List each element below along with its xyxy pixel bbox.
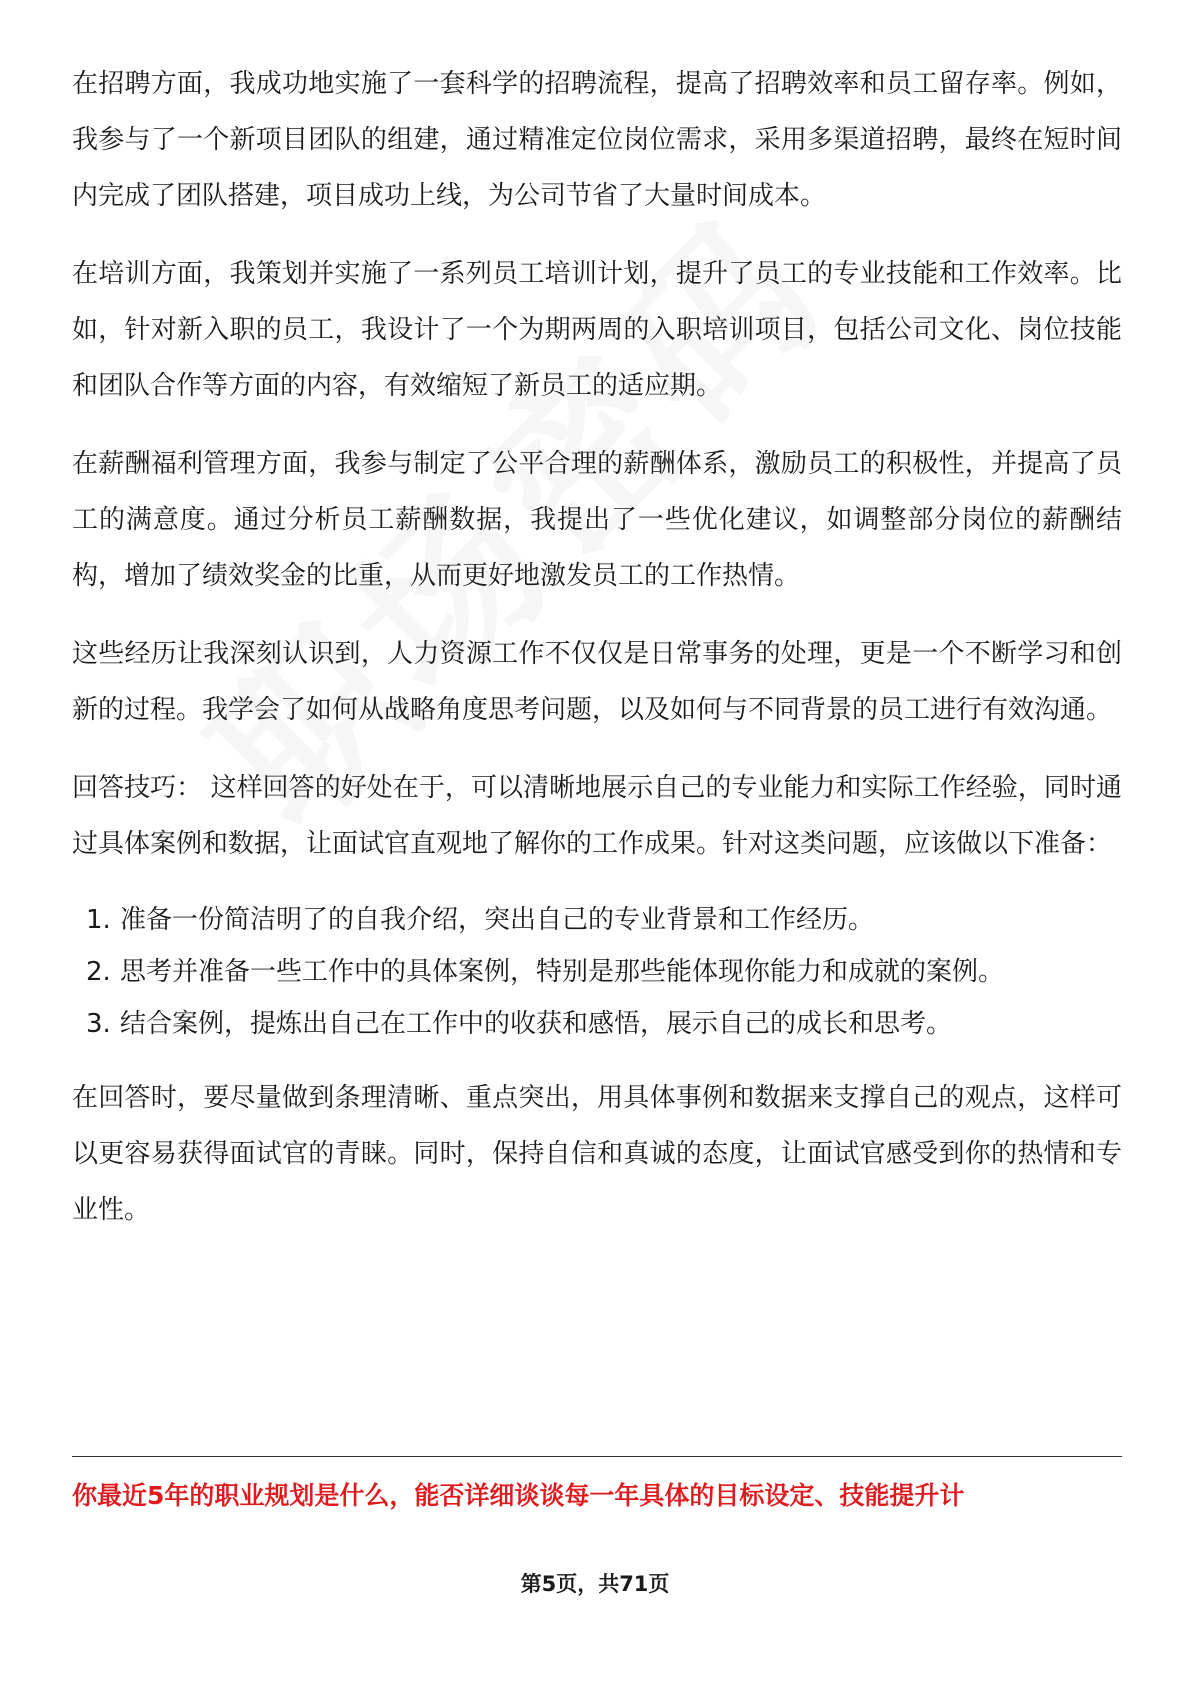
list-text: 结合案例，提炼出自己在工作中的收获和感悟，展示自己的成长和思考。 xyxy=(120,1009,953,1039)
list-item xyxy=(72,894,1122,946)
document-body xyxy=(72,56,1122,1260)
list-text: 准备一份简洁明了的自我介绍，突出自己的专业背景和工作经历。 xyxy=(120,905,875,935)
paragraph-reflection: 这些经历让我深刻认识到，人力资源工作不仅仅是日常事务的处理，更是一个不断学习和创新的过程。我学会了如何从战略角度思考问题，以及如何与不同背景的员工进行有效沟通。 xyxy=(72,639,1122,725)
preparation-list xyxy=(72,894,1122,1050)
paragraph-closing: 在回答时，要尽量做到条理清晰、重点突出，用具体事例和数据来支撑自己的观点，这样可以更容易获得面试官的青睐。同时，保持自信和真诚的态度，让面试官感受到你的热情和专业性。 xyxy=(72,1083,1122,1225)
page-footer: 第5页，共71页 xyxy=(520,1572,670,1596)
paragraph-training: 在培训方面，我策划并实施了一系列员工培训计划，提升了员工的专业技能和工作效率。比如，针对新入职的员工，我设计了一个为期两周的入职培训项目，包括公司文化、岗位技能和团队合作等方面的内容，有效缩短了新员工的适应期。 xyxy=(72,259,1122,401)
list-number: 2. xyxy=(86,957,111,987)
list-item xyxy=(72,998,1122,1050)
paragraph-answer-tips: 回答技巧： 这样回答的好处在于，可以清晰地展示自己的专业能力和实际工作经验，同时通过具体案例和数据，让面试官直观地了解你的工作成果。针对这类问题，应该做以下准备： xyxy=(72,773,1122,859)
paragraph-compensation: 在薪酬福利管理方面，我参与制定了公平合理的薪酬体系，激励员工的积极性，并提高了员工的满意度。通过分析员工薪酬数据，我提出了一些优化建议，如调整部分岗位的薪酬结构，增加了绩效奖金的比重，从而更好地激发员工的工作热情。 xyxy=(72,449,1122,591)
next-question-heading: 你最近5年的职业规划是什么，能否详细谈谈每一年具体的目标设定、技能提升计 xyxy=(72,1481,965,1510)
list-item xyxy=(72,946,1122,998)
paragraph-recruitment: 在招聘方面，我成功地实施了一套科学的招聘流程，提高了招聘效率和员工留存率。例如，我参与了一个新项目团队的组建，通过精准定位岗位需求，采用多渠道招聘，最终在短时间内完成了团队搭建，项目成功上线，为公司节省了大量时间成本。 xyxy=(72,69,1122,211)
list-number: 1. xyxy=(86,905,111,935)
list-number: 3. xyxy=(86,1009,111,1039)
section-divider xyxy=(72,1456,1122,1457)
list-text: 思考并准备一些工作中的具体案例，特别是那些能体现你能力和成就的案例。 xyxy=(120,957,1005,987)
